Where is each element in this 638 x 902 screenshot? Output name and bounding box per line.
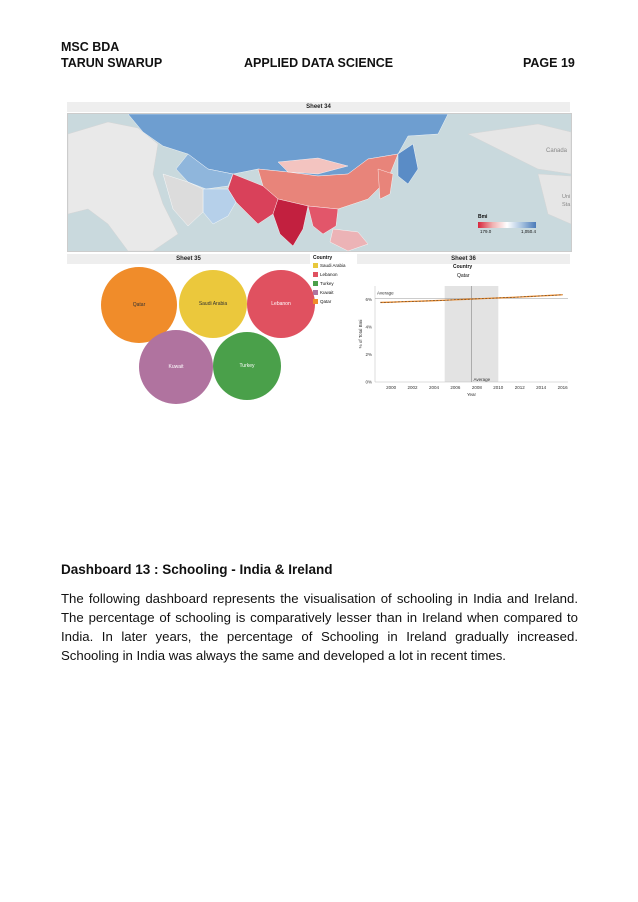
bubble-label: Qatar bbox=[132, 302, 146, 308]
y-tick-label: 0% bbox=[365, 379, 372, 385]
header-course: MSC BDA bbox=[61, 40, 120, 54]
legend-label: Qatar bbox=[320, 299, 332, 304]
header-author: TARUN SWARUP bbox=[61, 56, 163, 70]
x-tick-label: 2016 bbox=[557, 385, 568, 390]
sheet-36-title: Sheet 36 bbox=[357, 254, 570, 264]
line-chart-svg bbox=[355, 264, 572, 402]
bubble-kuwait bbox=[139, 330, 213, 404]
bmi-legend-title: Bmi bbox=[478, 214, 488, 220]
x-tick-label: 2014 bbox=[536, 385, 547, 390]
x-tick-label: 2008 bbox=[471, 385, 482, 390]
sheet-35-title: Sheet 35 bbox=[67, 254, 310, 264]
x-axis-label: Year bbox=[466, 392, 477, 397]
legend-label: Turkey bbox=[320, 281, 334, 286]
x-tick-label: 2012 bbox=[514, 385, 525, 390]
legend-label: Kuwait bbox=[320, 290, 334, 295]
y-tick-label: 4% bbox=[365, 324, 372, 330]
map-label-states: Sta bbox=[562, 202, 571, 208]
bubble-lebanon bbox=[247, 270, 315, 338]
legend-item-kuwait bbox=[313, 290, 334, 295]
x-tick-label: 2004 bbox=[428, 385, 439, 390]
sheet-34-title: Sheet 34 bbox=[67, 102, 570, 112]
bubble-legend-title: Country bbox=[313, 255, 333, 261]
legend-item-saudi-arabia bbox=[313, 263, 346, 268]
x-tick-label: 2002 bbox=[407, 385, 418, 390]
y-tick-label: 6% bbox=[365, 297, 372, 303]
header-subject: APPLIED DATA SCIENCE bbox=[244, 56, 394, 70]
bmi-legend-min: 179.0 bbox=[480, 229, 492, 234]
bubble-label: Kuwait bbox=[168, 364, 184, 370]
bubble-label: Saudi Arabia bbox=[198, 301, 228, 307]
x-tick-label: 2010 bbox=[493, 385, 504, 390]
average-label-top: Average bbox=[377, 290, 394, 296]
dashboard-image bbox=[65, 101, 572, 403]
x-tick-label: 2000 bbox=[386, 385, 397, 390]
bmi-legend bbox=[478, 214, 538, 244]
bmi-legend-max: 1,050.4 bbox=[520, 229, 536, 234]
average-label-bottom: Average bbox=[473, 377, 491, 382]
line-legend-value: Qatar bbox=[457, 273, 470, 279]
legend-label: Saudi Arabia bbox=[320, 263, 346, 268]
y-tick-label: 2% bbox=[365, 352, 372, 358]
section-heading: Dashboard 13 : Schooling - India & Ireland bbox=[61, 562, 333, 577]
bubble-label: Lebanon bbox=[271, 301, 291, 307]
legend-label: Lebanon bbox=[320, 272, 338, 277]
legend-item-lebanon bbox=[313, 272, 338, 277]
bubble-saudi-arabia bbox=[179, 270, 247, 338]
map-label-united: Uni bbox=[562, 194, 571, 200]
header-page-number: PAGE 19 bbox=[523, 56, 575, 70]
map-label-canada: Canada bbox=[546, 148, 568, 154]
bmi-map bbox=[67, 113, 572, 252]
line-chart-panel bbox=[355, 264, 572, 402]
bubble-label: Turkey bbox=[239, 363, 255, 369]
x-tick-label: 2006 bbox=[450, 385, 461, 390]
bubble-turkey bbox=[213, 332, 281, 400]
legend-item-qatar bbox=[313, 299, 331, 304]
line-legend-title: Country bbox=[453, 264, 473, 270]
legend-item-turkey bbox=[313, 281, 334, 286]
section-paragraph: The following dashboard represents the visualisation of schooling in India and Ireland. The percentage of schooling is comparatively lesser than in Ireland when compared to India. In later years, the percentage of Schooling in Ireland gradually increased. Schooling in India was always the same and developed a lot in recent times. bbox=[61, 591, 578, 663]
y-axis-label: % of Total Bmi bbox=[358, 319, 363, 349]
